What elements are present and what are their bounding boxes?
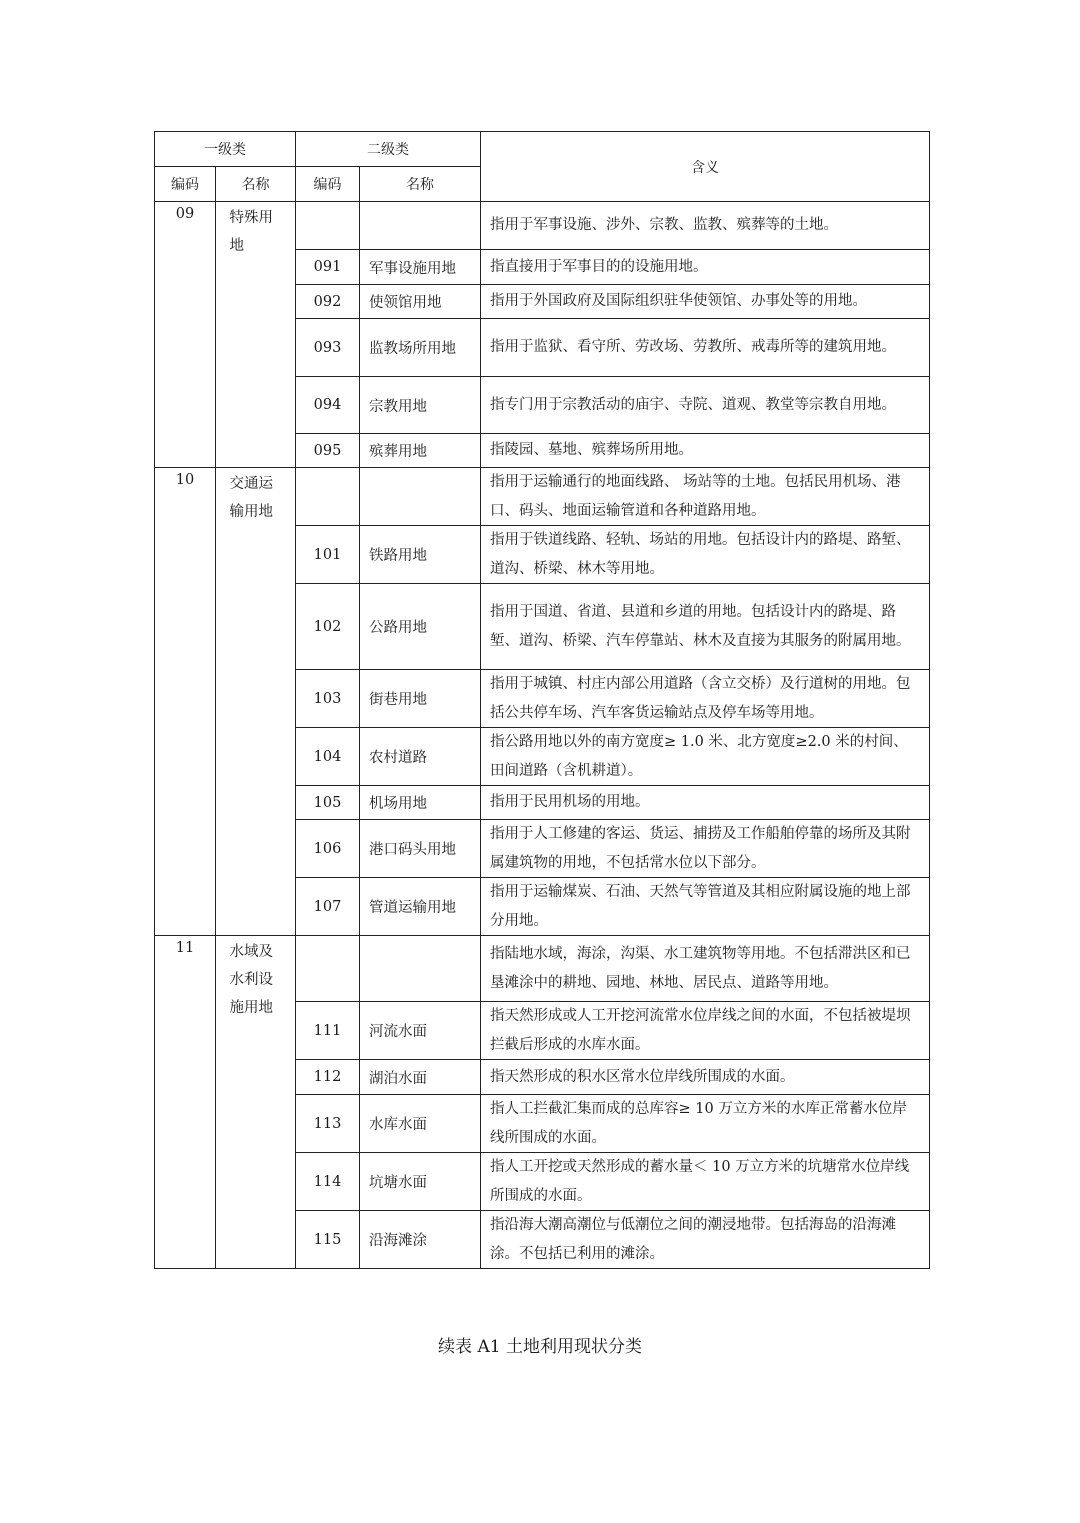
group-name (216, 936, 296, 1269)
group-meaning: 指用于运输通行的地面线路、 场站等的土地。包括民用机场、港口、码头、地面运输管道和各种道路用地。 (481, 468, 930, 526)
empty-cell (296, 936, 360, 1002)
item-code: 113 (296, 1095, 360, 1153)
header-level2-code: 编码 (296, 167, 360, 202)
item-code: 107 (296, 878, 360, 936)
item-code: 115 (296, 1211, 360, 1269)
group-name (216, 202, 296, 468)
item-code: 106 (296, 820, 360, 878)
item-code: 103 (296, 670, 360, 728)
item-code: 104 (296, 728, 360, 786)
item-meaning: 指专门用于宗教活动的庙宇、寺院、道观、教堂等宗教自用地。 (481, 377, 930, 434)
item-code: 094 (296, 377, 360, 434)
item-name: 湖泊水面 (360, 1060, 481, 1095)
group-meaning: 指陆地水域，海涂，沟渠、水工建筑物等用地。不包括滞洪区和已垦滩涂中的耕地、园地、林地、居民点、道路等用地。 (481, 936, 930, 1002)
table-row (155, 936, 930, 1002)
item-code: 112 (296, 1060, 360, 1095)
group-name (216, 468, 296, 936)
group-name-text: 交通运输用地 (229, 476, 273, 520)
item-name: 农村道路 (360, 728, 481, 786)
item-meaning: 指直接用于军事目的的设施用地。 (481, 250, 930, 285)
empty-cell (360, 468, 481, 526)
item-meaning: 指用于外国政府及国际组织驻华使领馆、办事处等的用地。 (481, 285, 930, 319)
empty-cell (296, 202, 360, 250)
group-code: 11 (155, 936, 216, 1269)
item-meaning: 指用于国道、省道、县道和乡道的用地。包括设计内的路堤、路堑、道沟、桥梁、汽车停靠站、林木及直接为其服务的附属用地。 (481, 584, 930, 670)
item-meaning: 指用于民用机场的用地。 (481, 786, 930, 820)
item-meaning: 指沿海大潮高潮位与低潮位之间的潮浸地带。包括海岛的沿海滩涂。不包括已利用的滩涂。 (481, 1211, 930, 1269)
group-code: 09 (155, 202, 216, 468)
item-meaning: 指陵园、墓地、殡葬场所用地。 (481, 434, 930, 468)
item-name: 使领馆用地 (360, 285, 481, 319)
table-caption: 续表 A1 土地利用现状分类 (438, 1337, 642, 1357)
item-code: 102 (296, 584, 360, 670)
item-name: 宗教用地 (360, 377, 481, 434)
item-meaning: 指人工开挖或天然形成的蓄水量＜ 10 万立方米的坑塘常水位岸线所围成的水面。 (481, 1153, 930, 1211)
item-name: 港口码头用地 (360, 820, 481, 878)
item-code: 093 (296, 319, 360, 377)
item-meaning: 指用于人工修建的客运、货运、捕捞及工作船舶停靠的场所及其附属建筑物的用地，不包括常水位以下部分。 (481, 820, 930, 878)
item-code: 101 (296, 526, 360, 584)
item-name: 军事设施用地 (360, 250, 481, 285)
group-name-text: 水域及水利设施用地 (229, 944, 273, 1016)
item-name: 沿海滩涂 (360, 1211, 481, 1269)
item-name: 管道运输用地 (360, 878, 481, 936)
land-use-classification-table (154, 131, 930, 1269)
item-name: 坑塘水面 (360, 1153, 481, 1211)
table-row (155, 468, 930, 526)
table-row (155, 202, 930, 250)
item-name: 机场用地 (360, 786, 481, 820)
item-name: 公路用地 (360, 584, 481, 670)
item-meaning: 指公路用地以外的南方宽度≥ 1.0 米、北方宽度≥2.0 米的村间、田间道路（含机耕道）。 (481, 728, 930, 786)
group-name-text: 特殊用地 (229, 210, 273, 254)
item-name: 河流水面 (360, 1002, 481, 1060)
empty-cell (296, 468, 360, 526)
item-code: 114 (296, 1153, 360, 1211)
item-meaning: 指天然形成的积水区常水位岸线所围成的水面。 (481, 1060, 930, 1095)
item-name: 监教场所用地 (360, 319, 481, 377)
item-name: 殡葬用地 (360, 434, 481, 468)
item-name: 街巷用地 (360, 670, 481, 728)
header-level1: 一级类 (155, 132, 296, 167)
group-code: 10 (155, 468, 216, 936)
header-level1-code: 编码 (155, 167, 216, 202)
item-code: 092 (296, 285, 360, 319)
item-meaning: 指用于运输煤炭、石油、天然气等管道及其相应附属设施的地上部分用地。 (481, 878, 930, 936)
group-meaning: 指用于军事设施、涉外、宗教、监教、殡葬等的土地。 (481, 202, 930, 250)
header-level2-name: 名称 (360, 167, 481, 202)
empty-cell (360, 202, 481, 250)
header-level1-name: 名称 (216, 167, 296, 202)
item-meaning: 指天然形成或人工开挖河流常水位岸线之间的水面，不包括被堤坝拦截后形成的水库水面。 (481, 1002, 930, 1060)
item-meaning: 指用于铁道线路、轻轨、场站的用地。包括设计内的路堤、路堑、道沟、桥梁、林木等用地。 (481, 526, 930, 584)
item-code: 091 (296, 250, 360, 285)
item-meaning: 指用于城镇、村庄内部公用道路（含立交桥）及行道树的用地。包括公共停车场、汽车客货运输站点及停车场等用地。 (481, 670, 930, 728)
item-code: 105 (296, 786, 360, 820)
header-level2: 二级类 (296, 132, 481, 167)
empty-cell (360, 936, 481, 1002)
item-code: 111 (296, 1002, 360, 1060)
item-meaning: 指用于监狱、看守所、劳改场、劳教所、戒毒所等的建筑用地。 (481, 319, 930, 377)
item-name: 铁路用地 (360, 526, 481, 584)
item-code: 095 (296, 434, 360, 468)
item-name: 水库水面 (360, 1095, 481, 1153)
item-meaning: 指人工拦截汇集而成的总库容≥ 10 万立方米的水库正常蓄水位岸线所围成的水面。 (481, 1095, 930, 1153)
header-meaning: 含义 (481, 132, 930, 202)
